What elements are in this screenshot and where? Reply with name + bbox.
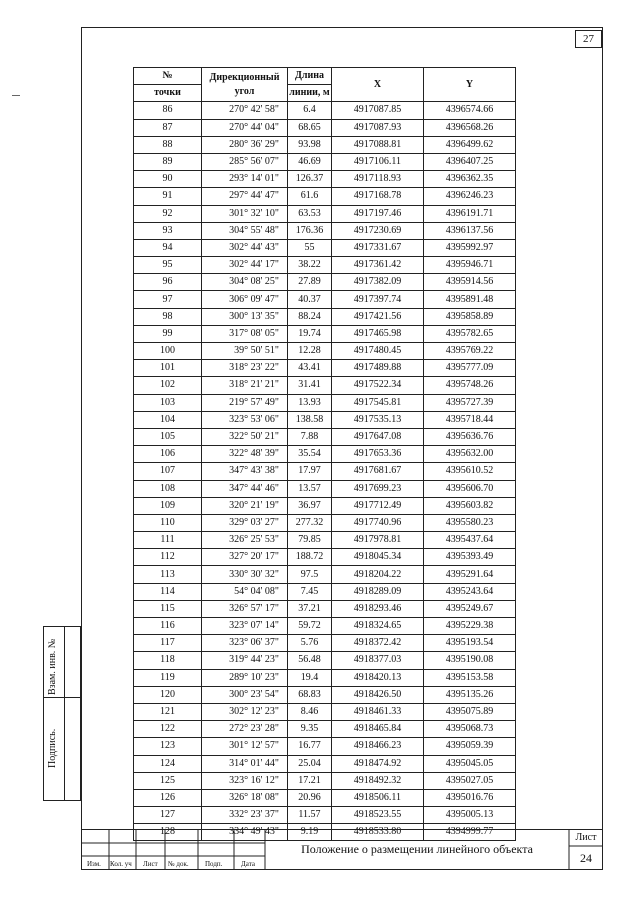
direction-angle: 270° 44' 04" [202,119,288,136]
line-length: 8.46 [288,703,332,720]
point-number: 124 [134,755,202,772]
table-row [134,394,516,411]
point-number: 125 [134,772,202,789]
coord-x: 4917331.67 [332,239,424,256]
table-row [134,514,516,531]
direction-angle: 293° 14' 01" [202,171,288,188]
coord-y: 4395243.64 [424,583,516,600]
coord-x: 4917535.13 [332,411,424,428]
point-number: 105 [134,428,202,445]
point-number: 110 [134,514,202,531]
point-number: 95 [134,257,202,274]
line-length: 5.76 [288,635,332,652]
coord-x: 4917653.36 [332,446,424,463]
coordinates-table [133,67,516,841]
coord-x: 4918466.23 [332,738,424,755]
coord-x: 4917712.49 [332,497,424,514]
table-row [134,618,516,635]
coord-x: 4918523.55 [332,807,424,824]
page-number: 27 [575,30,602,48]
table-row [134,136,516,153]
point-number: 114 [134,583,202,600]
coord-y: 4395027.05 [424,772,516,789]
header-no: № [134,68,202,85]
point-number: 112 [134,549,202,566]
table-row [134,480,516,497]
line-length: 277.32 [288,514,332,531]
coord-y: 4395153.58 [424,669,516,686]
side-stamp [43,626,81,801]
line-length: 6.4 [288,102,332,119]
coord-x: 4917978.81 [332,532,424,549]
line-length: 12.28 [288,343,332,360]
coord-y: 4395946.71 [424,257,516,274]
line-length: 17.21 [288,772,332,789]
line-length: 38.22 [288,257,332,274]
line-length: 88.24 [288,308,332,325]
point-number: 117 [134,635,202,652]
coord-x: 4917489.88 [332,360,424,377]
coord-x: 4917197.46 [332,205,424,222]
point-number: 115 [134,600,202,617]
table-row [134,652,516,669]
header-x: X [332,68,424,102]
coord-y: 4395005.13 [424,807,516,824]
point-number: 86 [134,102,202,119]
coord-x: 4917647.08 [332,428,424,445]
line-length: 188.72 [288,549,332,566]
line-length: 59.72 [288,618,332,635]
direction-angle: 272° 23' 28" [202,721,288,738]
coord-x: 4918293.46 [332,600,424,617]
table-row [134,325,516,342]
line-length: 40.37 [288,291,332,308]
table-row [134,205,516,222]
direction-angle: 300° 23' 54" [202,686,288,703]
direction-angle: 326° 25' 53" [202,532,288,549]
header-length-bottom: линии, м [288,85,332,102]
direction-angle: 323° 07' 14" [202,618,288,635]
point-number: 90 [134,171,202,188]
line-length: 55 [288,239,332,256]
table-row [134,188,516,205]
coord-y: 4396246.23 [424,188,516,205]
coord-y: 4395782.65 [424,325,516,342]
direction-angle: 302° 44' 43" [202,239,288,256]
point-number: 120 [134,686,202,703]
line-length: 93.98 [288,136,332,153]
col-izm: Изм. [87,860,101,868]
coord-x: 4917361.42 [332,257,424,274]
coord-x: 4917480.45 [332,343,424,360]
line-length: 11.57 [288,807,332,824]
direction-angle: 329° 03' 27" [202,514,288,531]
coord-y: 4396362.35 [424,171,516,188]
point-number: 92 [134,205,202,222]
point-number: 91 [134,188,202,205]
direction-angle: 326° 57' 17" [202,600,288,617]
table-row [134,807,516,824]
line-length: 63.53 [288,205,332,222]
direction-angle: 301° 12' 57" [202,738,288,755]
coord-y: 4396574.66 [424,102,516,119]
signature-cell [43,697,81,801]
direction-angle: 326° 18' 08" [202,789,288,806]
table-row [134,497,516,514]
point-number: 101 [134,360,202,377]
table-row [134,411,516,428]
line-length: 7.45 [288,583,332,600]
line-length: 31.41 [288,377,332,394]
point-number: 122 [134,721,202,738]
line-length: 36.97 [288,497,332,514]
coord-x: 4918289.09 [332,583,424,600]
coord-y: 4395891.48 [424,291,516,308]
point-number: 98 [134,308,202,325]
table-row [134,600,516,617]
coord-x: 4917740.96 [332,514,424,531]
coord-y: 4395249.67 [424,600,516,617]
point-number: 123 [134,738,202,755]
direction-angle: 318° 23' 22" [202,360,288,377]
coord-y: 4395437.64 [424,532,516,549]
coord-x: 4918204.22 [332,566,424,583]
coord-x: 4918426.50 [332,686,424,703]
coord-y: 4396137.56 [424,222,516,239]
col-sign: Подп. [205,860,223,868]
coord-x: 4918492.32 [332,772,424,789]
table-row [134,343,516,360]
coord-y: 4394999.77 [424,824,516,841]
line-length: 17.97 [288,463,332,480]
line-length: 19.4 [288,669,332,686]
coord-x: 4917465.98 [332,325,424,342]
direction-angle: 323° 06' 37" [202,635,288,652]
point-number: 97 [134,291,202,308]
coord-x: 4918372.42 [332,635,424,652]
line-length: 35.54 [288,446,332,463]
table-row [134,257,516,274]
coord-y: 4395075.89 [424,703,516,720]
point-number: 128 [134,824,202,841]
col-list: Лист [143,860,158,868]
direction-angle: 297° 44' 47" [202,188,288,205]
table-row [134,703,516,720]
line-length: 7.88 [288,428,332,445]
coord-x: 4917545.81 [332,394,424,411]
coord-x: 4917397.74 [332,291,424,308]
header-angle: Дирекционный угол [202,68,288,102]
line-length: 13.93 [288,394,332,411]
point-number: 127 [134,807,202,824]
direction-angle: 330° 30' 32" [202,566,288,583]
direction-angle: 300° 13' 35" [202,308,288,325]
coord-y: 4396568.26 [424,119,516,136]
direction-angle: 54° 04' 08" [202,583,288,600]
coord-x: 4917106.11 [332,153,424,170]
col-kol: Кол. уч [110,860,132,868]
point-number: 109 [134,497,202,514]
table-row [134,102,516,119]
sheet-number: 24 [580,851,592,865]
table-row [134,635,516,652]
direction-angle: 322° 48' 39" [202,446,288,463]
direction-angle: 319° 44' 23" [202,652,288,669]
coord-y: 4395727.39 [424,394,516,411]
line-length: 16.77 [288,738,332,755]
point-number: 99 [134,325,202,342]
line-length: 27.89 [288,274,332,291]
table-row [134,721,516,738]
coord-x: 4917681.67 [332,463,424,480]
point-number: 88 [134,136,202,153]
line-length: 138.58 [288,411,332,428]
point-number: 113 [134,566,202,583]
table-row [134,239,516,256]
line-length: 9.19 [288,824,332,841]
line-length: 56.48 [288,652,332,669]
coord-x: 4918420.13 [332,669,424,686]
line-length: 176.36 [288,222,332,239]
point-number: 87 [134,119,202,136]
line-length: 9.35 [288,721,332,738]
direction-angle: 306° 09' 47" [202,291,288,308]
coord-y: 4395135.26 [424,686,516,703]
direction-angle: 289° 10' 23" [202,669,288,686]
coord-x: 4918465.84 [332,721,424,738]
line-length: 46.69 [288,153,332,170]
line-length: 25.04 [288,755,332,772]
signature-label: Подпись. [47,728,58,768]
coord-x: 4918474.92 [332,755,424,772]
direction-angle: 219° 57' 49" [202,394,288,411]
inventory-label: Взам. инв. № [47,638,58,695]
line-length: 126.37 [288,171,332,188]
coord-x: 4917088.81 [332,136,424,153]
table-row [134,119,516,136]
coord-y: 4395045.05 [424,755,516,772]
direction-angle: 314° 01' 44" [202,755,288,772]
coord-y: 4396407.25 [424,153,516,170]
coord-x: 4918045.34 [332,549,424,566]
line-length: 19.74 [288,325,332,342]
coord-x: 4917087.93 [332,119,424,136]
coord-y: 4395059.39 [424,738,516,755]
coord-x: 4918533.80 [332,824,424,841]
point-number: 107 [134,463,202,480]
direction-angle: 317° 08' 05" [202,325,288,342]
coord-x: 4918461.33 [332,703,424,720]
coord-y: 4396499.62 [424,136,516,153]
table-row [134,222,516,239]
point-number: 116 [134,618,202,635]
coord-x: 4917087.85 [332,102,424,119]
coord-y: 4395229.38 [424,618,516,635]
direction-angle: 327° 20' 17" [202,549,288,566]
table-row [134,669,516,686]
coord-y: 4395068.73 [424,721,516,738]
sheet-label: Лист [575,832,597,843]
line-length: 13.57 [288,480,332,497]
direction-angle: 318° 21' 21" [202,377,288,394]
coord-x: 4917699.23 [332,480,424,497]
direction-angle: 302° 12' 23" [202,703,288,720]
direction-angle: 302° 44' 17" [202,257,288,274]
point-number: 111 [134,532,202,549]
coord-y: 4395632.00 [424,446,516,463]
point-number: 100 [134,343,202,360]
coord-x: 4918377.03 [332,652,424,669]
line-length: 61.6 [288,188,332,205]
direction-angle: 347° 44' 46" [202,480,288,497]
direction-angle: 323° 16' 12" [202,772,288,789]
table-row [134,274,516,291]
table-row [134,532,516,549]
header-y: Y [424,68,516,102]
document-title: Положение о размещении линейного объекта [301,842,533,856]
point-number: 108 [134,480,202,497]
point-number: 103 [134,394,202,411]
direction-angle: 304° 08' 25" [202,274,288,291]
header-length-top: Длина [288,68,332,85]
table-row [134,789,516,806]
coord-x: 4917230.69 [332,222,424,239]
line-length: 97.5 [288,566,332,583]
point-number: 118 [134,652,202,669]
coord-y: 4395016.76 [424,789,516,806]
coord-y: 4395291.64 [424,566,516,583]
point-number: 121 [134,703,202,720]
coord-y: 4395193.54 [424,635,516,652]
table-row [134,291,516,308]
point-number: 102 [134,377,202,394]
coord-y: 4395580.23 [424,514,516,531]
coord-x: 4917421.56 [332,308,424,325]
table-row [134,583,516,600]
table-row [134,772,516,789]
table-row [134,566,516,583]
coord-y: 4395914.56 [424,274,516,291]
coord-y: 4395606.70 [424,480,516,497]
table-row [134,755,516,772]
table-row [134,428,516,445]
coord-y: 4395610.52 [424,463,516,480]
point-number: 93 [134,222,202,239]
line-length: 43.41 [288,360,332,377]
col-doc: № док. [168,860,189,868]
table-row [134,377,516,394]
coord-x: 4918506.11 [332,789,424,806]
coord-y: 4395636.76 [424,428,516,445]
direction-angle: 334° 49' 43" [202,824,288,841]
coord-y: 4395603.82 [424,497,516,514]
table-row [134,549,516,566]
coord-y: 4395748.26 [424,377,516,394]
table-row [134,463,516,480]
table-row [134,686,516,703]
line-length: 68.83 [288,686,332,703]
line-length: 37.21 [288,600,332,617]
direction-angle: 322° 50' 21" [202,428,288,445]
coord-y: 4395858.89 [424,308,516,325]
coord-y: 4395190.08 [424,652,516,669]
coord-x: 4917168.78 [332,188,424,205]
coord-y: 4395992.97 [424,239,516,256]
inventory-cell [43,626,81,698]
coord-x: 4917118.93 [332,171,424,188]
table-row [134,360,516,377]
coord-y: 4396191.71 [424,205,516,222]
direction-angle: 320° 21' 19" [202,497,288,514]
header-point: точки [134,85,202,102]
direction-angle: 304° 55' 48" [202,222,288,239]
direction-angle: 332° 23' 37" [202,807,288,824]
margin-mark [12,95,20,96]
line-length: 79.85 [288,532,332,549]
point-number: 126 [134,789,202,806]
direction-angle: 270° 42' 58" [202,102,288,119]
direction-angle: 285° 56' 07" [202,153,288,170]
coord-x: 4917522.34 [332,377,424,394]
coord-y: 4395777.09 [424,360,516,377]
table-row [134,171,516,188]
point-number: 104 [134,411,202,428]
point-number: 96 [134,274,202,291]
direction-angle: 39° 50' 51" [202,343,288,360]
point-number: 94 [134,239,202,256]
table-row [134,446,516,463]
coord-y: 4395718.44 [424,411,516,428]
table-row [134,308,516,325]
table-row [134,738,516,755]
direction-angle: 280° 36' 29" [202,136,288,153]
direction-angle: 323° 53' 06" [202,411,288,428]
point-number: 106 [134,446,202,463]
line-length: 20.96 [288,789,332,806]
point-number: 119 [134,669,202,686]
point-number: 89 [134,153,202,170]
line-length: 68.65 [288,119,332,136]
coord-x: 4918324.65 [332,618,424,635]
coord-y: 4395393.49 [424,549,516,566]
coord-y: 4395769.22 [424,343,516,360]
direction-angle: 301° 32' 10" [202,205,288,222]
table-row [134,153,516,170]
col-date: Дата [241,860,255,868]
direction-angle: 347° 43' 38" [202,463,288,480]
coord-x: 4917382.09 [332,274,424,291]
